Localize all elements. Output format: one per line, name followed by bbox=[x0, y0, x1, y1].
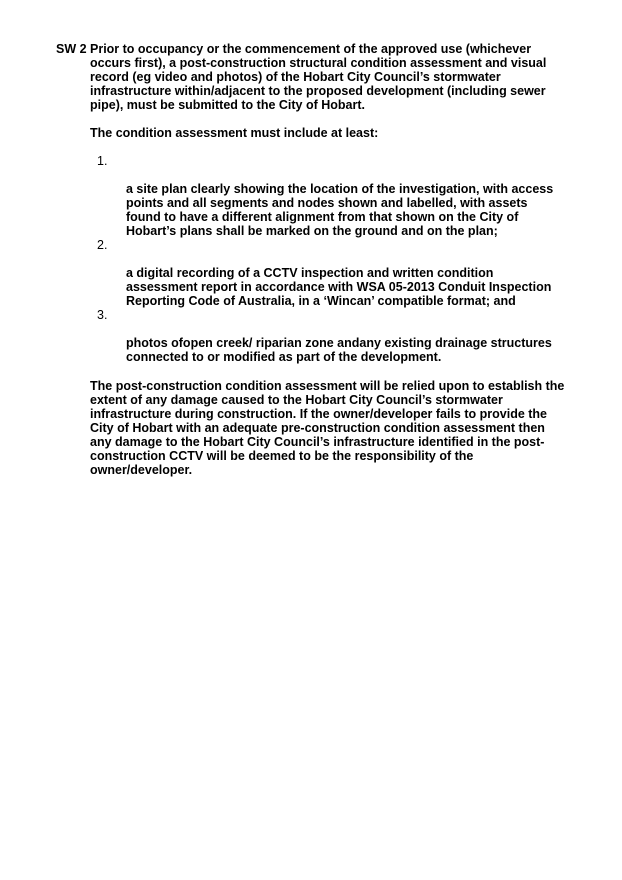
list-item-text: photos ofopen creek/ riparian zone andany existing drainage structures connected to or modified as part of the development. bbox=[126, 336, 552, 364]
list-item-text: a site plan clearly showing the location of the investigation, with access points and all segments and nodes shown and labelled, with assets found to have a different alignment from that shown on the City of Hobart’s plans shall be marked on the ground and on the plan; bbox=[126, 182, 554, 238]
condition-sw2 bbox=[56, 42, 576, 477]
list-item bbox=[90, 308, 576, 364]
list-item-text: a digital recording of a CCTV inspection and written condition assessment report in accordance with WSA 05-2013 Conduit Inspection Reporting Code of Australia, in a ‘Wincan’ compatible format; and bbox=[126, 266, 552, 308]
condition-body bbox=[90, 42, 576, 477]
condition-closing: The post-construction condition assessment will be relied upon to establish the extent of any damage caused to the Hobart City Council’s stormwater infrastructure during construction. If the owner/developer fails to provide the City of Hobart with an adequate pre-construction condition assessment then any damage to the Hobart City Council’s infrastructure identified in the post- construction CCTV will be deemed to be the responsibility of the owner/developer. bbox=[90, 379, 565, 477]
list-item-number: 3. bbox=[97, 308, 108, 322]
condition-intro: Prior to occupancy or the commencement of the approved use (whichever occurs first), a post-construction structural condition assessment and visual record (eg video and photos) of the Hobart City Council’s stormwater infrastructure within/adjacent to the proposed development (including sewer pipe), must be submitted to the City of Hobart. bbox=[90, 42, 547, 112]
list-item-number: 2. bbox=[97, 238, 108, 252]
condition-code: SW 2 bbox=[56, 42, 87, 56]
condition-lead: The condition assessment must include at least: bbox=[90, 126, 379, 140]
list-item-number: 1. bbox=[97, 154, 108, 168]
list-item bbox=[90, 154, 576, 238]
requirements-list bbox=[90, 154, 576, 364]
list-item bbox=[90, 238, 576, 308]
